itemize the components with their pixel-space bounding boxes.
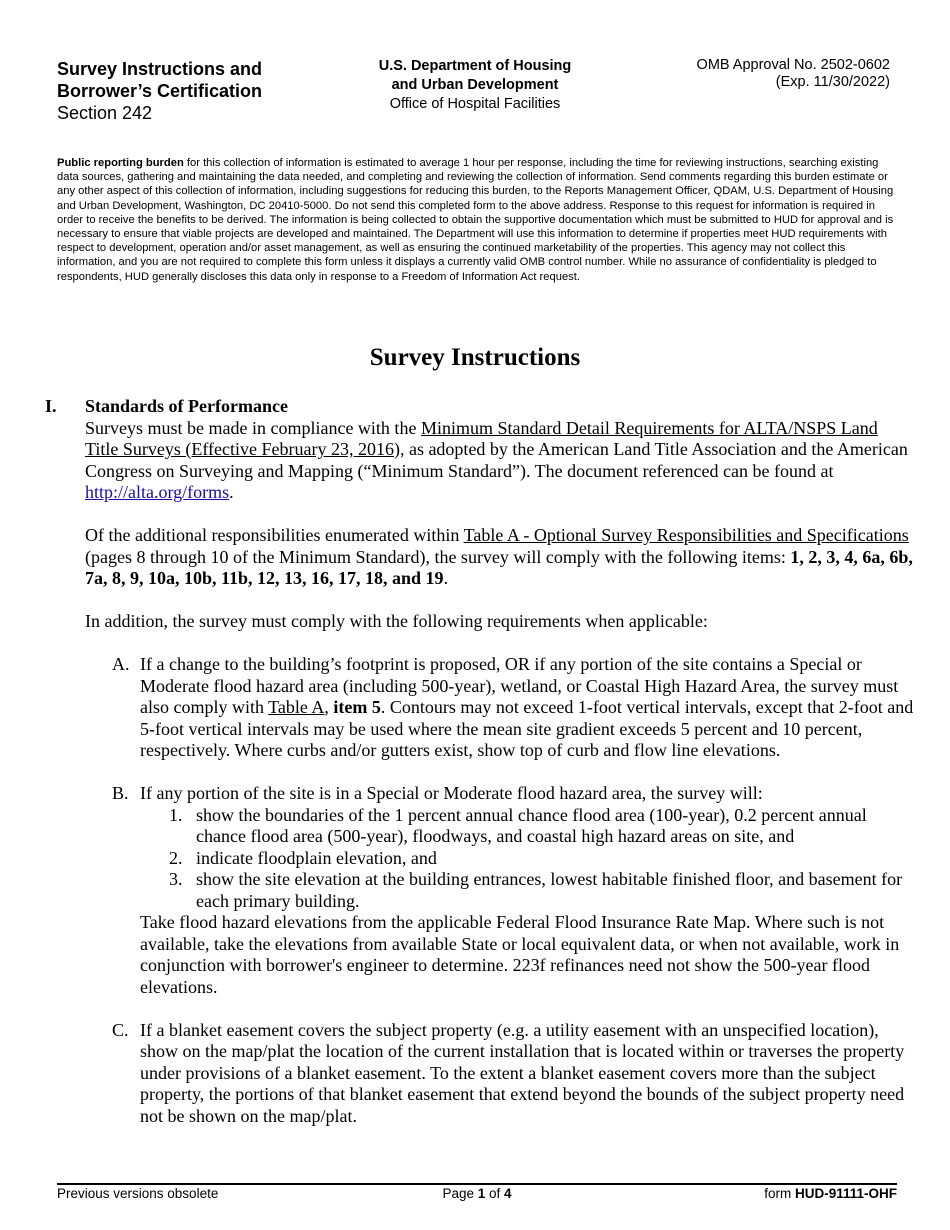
paragraph-additional: In addition, the survey must comply with the following requirements when applicable:: [85, 611, 708, 631]
footer-divider: [57, 1183, 897, 1185]
burden-lead: Public reporting burden: [57, 157, 184, 169]
item-b-intro: If any portion of the site is in a Special or Moderate flood hazard area, the survey will:: [140, 783, 763, 803]
item-b-note: Take flood hazard elevations from the applicable Federal Flood Insurance Rate Map. Where such is not available, take the elevations from available State or local equivalent data, or when not available, work in conjunction with borrower's engineer to determine. 223f refinances need not show the 500-year flood elevations.: [140, 912, 900, 997]
list-item-a: A. If a change to the building’s footprint is proposed, OR if any portion of the site contains a Special or Moderate flood hazard area (including 500-year), wetland, or Coastal High Hazard Area, the survey must also comply with Table A, item 5. Contours may not exceed 1-foot vertical intervals, except that 2-foot and 5-foot vertical intervals may be used where the mean site gradient exceeds 5 percent and 10 percent, respectively. Where curbs and/or gutters exist, show top of curb and flow line elevations.: [112, 654, 914, 760]
agency-office: Office of Hospital Facilities: [389, 96, 561, 112]
page-number: Page 1 of 4: [442, 1186, 512, 1201]
form-section: Section 242: [57, 103, 153, 123]
omb-expiration: (Exp. 11/30/2022): [775, 74, 890, 90]
alta-standard-reference: Minimum Standard Detail Requirements for ALTA/NSPS Land Title Surveys (Effective February 23, 2016),: [85, 417, 878, 459]
paragraph-table-a: Of the additional responsibilities enumerated within Table A - Optional Survey Responsibilities and Specifications (pages 8 through 10 of the Minimum Standard), the survey will comply with the following items: 1, 2, 3, 4, 6a, 6b, 7a, 8, 9, 10a, 10b, 11b, 12, 13, 16, 17, 18, and 19.: [85, 525, 913, 588]
form-title-block: [57, 58, 262, 124]
list-item-c: C. If a blanket easement covers the subject property (e.g. a utility easement with an unspecified location), show on the map/plat the location of the current installation that is located within or traverses the property under provisions of a blanket easement. To the extent a blanket easement covers more than the subject property, the portions of that blanket easement that extend beyond the bounds of the subject property need not be shown on the map/plat.: [112, 1019, 905, 1126]
agency-line2: and Urban Development: [391, 77, 559, 93]
section-1: [45, 396, 915, 1127]
list-label: C.: [112, 1019, 129, 1040]
form-id: form HUD-91111-OHF: [764, 1186, 897, 1201]
section-heading: Standards of Performance: [85, 396, 288, 416]
required-items-list: 1, 2, 3, 4, 6a, 6b, 7a, 8, 9, 10a, 10b, 11b, 12, 13, 16, 17, 18, and 19: [85, 546, 913, 588]
section-number: I.: [45, 396, 57, 416]
public-burden-statement: [57, 156, 897, 284]
alta-forms-link[interactable]: http://alta.org/forms: [85, 482, 230, 502]
form-title-line1: Survey Instructions and: [57, 59, 263, 79]
burden-text: for this collection of information is estimated to average 1 hour per response, including the time for reviewing instructions, searching existing data sources, gathering and maintaining the data needed, and completing and reviewing the collection of information. Send comments regarding this burden estimate or any other aspect of this collection of information, including suggestions for reducing this burden, to the Reports Management Officer, QDAM, U.S. Department of Housing and Urban Development, Washington, DC 20410-5000. Do not send this completed form to the above address. Response to this request for information is required in order to receive the benefits to be derived. The information is being collected to obtain the supportive documentation which must be submitted to HUD for approval and is necessary to ensure that viable projects are developed and maintained. The Department will use this information to determine if properties meet HUD requirements with respect to development, operation and/or asset management, as well as ensuring the continued marketability of the properties. This agency may not collect this information, and you are not required to complete this form unless it displays a currently valid OMB control number. While no assurance of confidentiality is pledged to respondents, HUD generally discloses this data only in response to a Freedom of Information Act request.: [57, 157, 894, 283]
sub-label: 1.: [169, 804, 183, 825]
sub-label: 2.: [169, 847, 183, 868]
list-label: B.: [112, 783, 129, 803]
sub-item: 1. show the boundaries of the 1 percent annual chance flood area (100-year), 0.2 percent annual chance flood area (500-year), floodways, and coastal high hazard areas on site, and: [169, 804, 867, 846]
list-item-b: [85, 783, 915, 998]
list-label: A.: [112, 654, 130, 674]
form-title-line2: Borrower’s Certification: [57, 81, 263, 101]
paragraph-standards: Surveys must be made in compliance with the Minimum Standard Detail Requirements for ALTA/NSPS Land Title Surveys (Effective February 23, 2016), as adopted by the American Land Title Association and the American Congress on Surveying and Mapping (“Minimum Standard”). The document referenced can be found at http://alta.org/forms.: [85, 417, 908, 502]
table-a-reference: Table A - Optional Survey Responsibilities and Specifications: [463, 525, 909, 545]
sub-item: 3. show the site elevation at the building entrances, lowest habitable finished floor, and basement for each primary building.: [169, 869, 903, 911]
agency-line1: U.S. Department of Housing: [378, 58, 572, 74]
footer-obsolete-note: Previous versions obsolete: [57, 1186, 219, 1201]
sub-item: 2. indicate floodplain elevation, and: [169, 847, 437, 868]
item-5-reference: item 5: [333, 697, 381, 717]
agency-block: [340, 57, 610, 114]
omb-number: OMB Approval No. 2502-0602: [696, 57, 890, 73]
sub-label: 3.: [169, 869, 183, 889]
page-title: Survey Instructions: [369, 344, 581, 371]
omb-block: [697, 57, 890, 91]
table-a-link-text: Table A: [268, 697, 325, 717]
